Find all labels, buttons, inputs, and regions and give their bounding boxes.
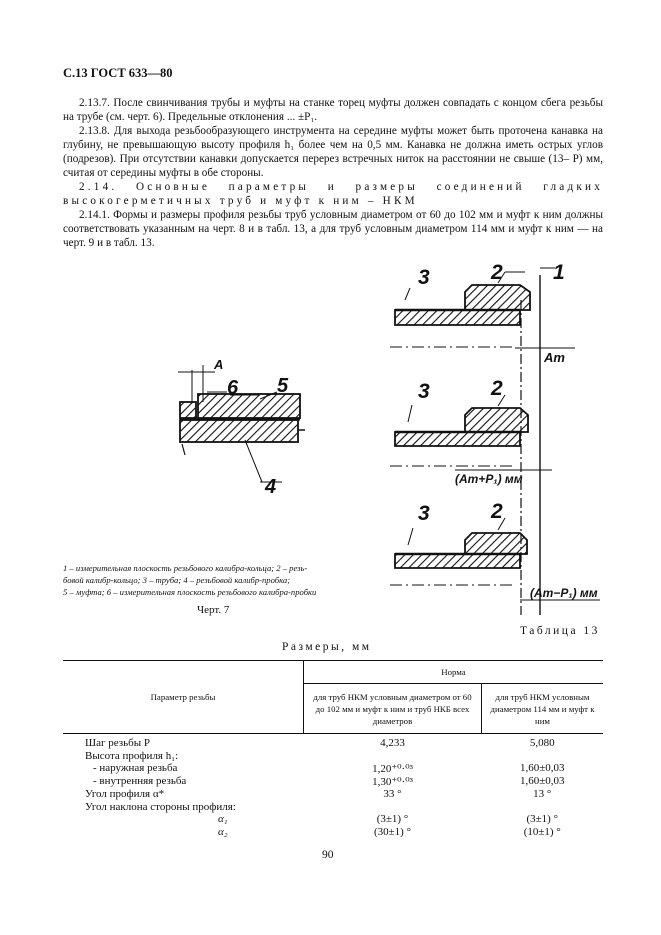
figure-caption-line3: 5 – муфта; 6 – измерительная плоскость резьбового калибра-пробки [63,587,317,597]
page-header: С.13 ГОСТ 633—80 [63,66,173,80]
figure-caption-line2: бовой калибр-кольцо; 3 – труба; 4 – резьбовой калибр-пробка; [63,575,291,585]
label-3-bottom: 3 [418,502,430,525]
label-2-top: 2 [491,261,503,284]
table-header-norm: Норма [304,661,604,684]
table-title: Размеры, мм [282,641,372,653]
right-middle-figure [390,395,552,470]
label-4: 4 [265,476,277,498]
dim-label-a: A [214,357,224,372]
table-number: Таблица 13 [520,625,600,637]
figure-number: Черт. 7 [197,604,230,616]
label-2-middle: 2 [491,377,503,400]
label-2-bottom: 2 [491,500,503,523]
figure-caption-line1: 1 – измерительная плоскость резьбового калибра-кольца; 2 – резь- [63,563,308,573]
table-row: α₂ (30±1) ° (10±1) ° [218,825,561,838]
paragraph-2-13-8: 2.13.8. Для выхода резьбообразующего инструмента на середине муфты может быть проточена канавка на глубину, не превышающую высоту профиля h₁ более чем на 0,5 мм. Канавка не должна иметь острых углов (подрезов). При отсутствии канавки допускается перерез встречных ниток на расстоянии не свыше (13– P) мм, считая от середины муфты в обе стороны. [63,125,603,179]
table-row: - внутренняя резьба 1,30⁺⁰·⁰³ 1,60±0,03 [93,775,565,788]
label-3-top: 3 [418,266,430,289]
parameters-table [63,660,603,838]
label-5: 5 [277,375,289,397]
label-6: 6 [227,377,239,399]
paragraph-2-14-1: 2.14.1. Формы и размеры профиля резьбы труб условным диаметром от 60 до 102 мм и муфт к ним должны соответствовать указанным на черт. 8 и в табл. 13, а для труб условным диаметром 114 мм и муфт к ним — на черт. 9 и в табл. 13. [63,209,603,249]
page-number: 90 [322,849,334,861]
table-header-col2: для труб НКМ условным диаметром 114 мм и муфт к ним [482,684,604,734]
label-1: 1 [553,261,565,284]
table-row: Угол профиля α* 33 ° 13 ° [85,788,552,800]
paragraph-2-13-7: 2.13.7. После свинчивания трубы и муфты на станке торец муфты должен совпадать с концом сбега резьбы на трубе (см. черт. 6). Предельные отклонения ... ±P₁. [63,97,603,123]
table-row: α₁ (3±1) ° (3±1) ° [218,813,558,825]
table-header-param: Параметр резьбы [63,661,304,734]
table-row: Высота профиля h₁: [85,749,179,762]
table-header-col1: для труб НКМ условным диаметром от 60 до 102 мм и муфт к ним и труб НКБ всех диаметров [304,684,482,734]
dim-label-at-minus: (Aт−P₁) мм [530,586,598,600]
dim-label-at-plus: (Aт+P₁) мм [455,472,523,486]
label-3-middle: 3 [418,380,430,403]
table-row: Угол наклона стороны профиля: [85,800,236,813]
dim-label-at: Aт [544,350,565,365]
section-heading-2-14: 2.14. Основные параметры и размеры соединений гладких высокогерметичных труб и муфт к ним – НКМ [63,181,603,207]
table-row: - наружная резьба 1,20⁺⁰·⁰³ 1,60±0,03 [93,762,565,775]
table-row: Шаг резьбы P 4,233 5,080 [85,737,555,749]
